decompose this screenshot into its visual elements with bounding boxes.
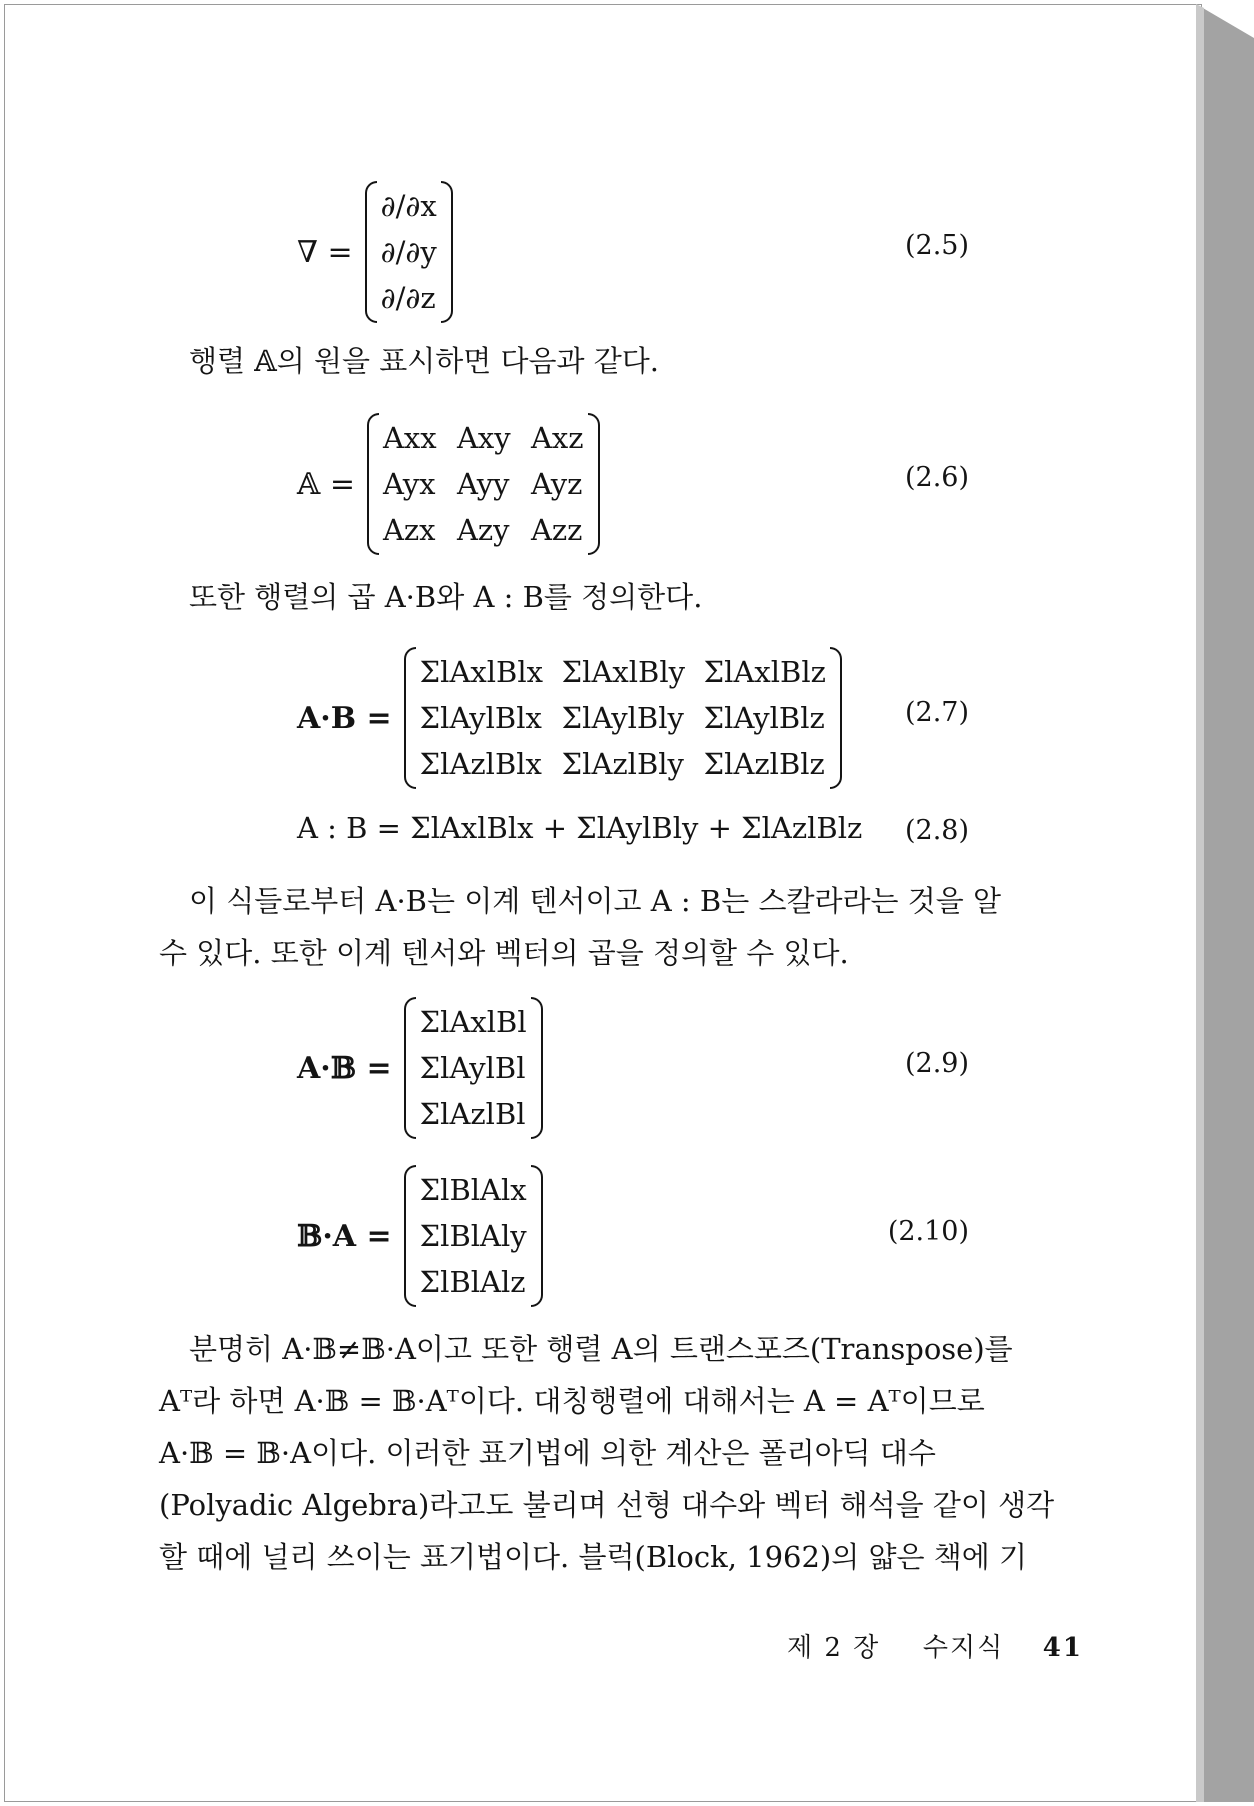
matrix-cell: Azz — [530, 513, 583, 547]
matrix-cell: ΣlAxlBlz — [703, 655, 826, 689]
equation-number: (2.9) — [904, 1048, 969, 1079]
page-footer — [787, 1627, 1083, 1664]
vector-row: ∂/∂x — [380, 189, 437, 223]
paragraph-line: Aᵀ라 하면 A·𝔹 = 𝔹·Aᵀ이다. 대칭행렬에 대해서는 A = Aᵀ이므로 — [159, 1384, 985, 1418]
matrix-cell: ΣlAzlBlz — [703, 747, 825, 781]
vector-row: ΣlBlAly — [419, 1219, 527, 1253]
paragraph-line: 수 있다. 또한 이계 텐서와 벡터의 곱을 정의할 수 있다. — [159, 936, 849, 970]
equation-number: (2.8) — [904, 815, 969, 846]
paragraph-line: 이 식들로부터 A·B는 이계 텐서이고 A : B는 스칼라라는 것을 알 — [189, 884, 1001, 918]
vector-row: ∂/∂y — [380, 235, 437, 269]
equation-number: (2.7) — [904, 697, 969, 728]
matrix-cell: ΣlAzlBlx — [419, 747, 542, 781]
matrix-row — [383, 461, 584, 507]
vector-result — [402, 993, 545, 1143]
equation-lhs: ∇ = — [297, 234, 353, 270]
chapter-title: 수지식 — [922, 1633, 1005, 1663]
vector-row: ΣlBlAlz — [419, 1265, 526, 1299]
matrix-row — [420, 741, 826, 787]
equation-number: (2.6) — [904, 462, 969, 493]
equation-2-8: A : B = ΣlAxlBlx + ΣlAylBly + ΣlAzlBlz — [297, 811, 863, 845]
paragraph-line: 할 때에 널리 쓰이는 표기법이다. 블럭(Block, 1962)의 얇은 책에 기 — [159, 1540, 1027, 1574]
chapter-label: 제 2 장 — [787, 1633, 881, 1663]
vector-result — [402, 1161, 545, 1311]
equation-2-6 — [297, 409, 602, 559]
equation-lhs: 𝔹·A = — [297, 1218, 392, 1254]
matrix-cell: Ayy — [456, 467, 510, 501]
matrix-cell: Ayx — [382, 467, 436, 501]
paragraph-line: 분명히 A·𝔹≠𝔹·A이고 또한 행렬 A의 트랜스포즈(Transpose)를 — [189, 1332, 1013, 1366]
book-page — [4, 4, 1202, 1802]
matrix-cell: Azx — [382, 513, 436, 547]
equation-2-10 — [297, 1161, 545, 1311]
paragraph-line: (Polyadic Algebra)라고도 불리며 선형 대수와 벡터 해석을 같이 생각 — [159, 1488, 1055, 1522]
matrix-cell: Axx — [382, 421, 437, 455]
matrix-cell: ΣlAxlBly — [561, 655, 685, 689]
vector-row: ΣlBlAlx — [419, 1173, 527, 1207]
matrix-cell: Ayz — [530, 467, 583, 501]
matrix-cell: ΣlAxlBlx — [419, 655, 543, 689]
equation-2-7 — [297, 643, 844, 793]
equation-number: (2.10) — [887, 1216, 969, 1247]
book-edge — [1196, 4, 1254, 1802]
paragraph: 또한 행렬의 곱 A·B와 A : B를 정의한다. — [189, 580, 703, 614]
equation-lhs: A·B = — [297, 700, 392, 736]
paragraph-line: A·𝔹 = 𝔹·A이다. 이러한 표기법에 의한 계산은 폴리아딕 대수 — [159, 1436, 936, 1470]
equation-2-9 — [297, 993, 545, 1143]
vector-row: ΣlAxlBl — [419, 1005, 527, 1039]
matrix-row — [420, 695, 826, 741]
matrix-cell: ΣlAzlBly — [561, 747, 684, 781]
matrix-cell: Axy — [456, 421, 511, 455]
equation-number: (2.5) — [904, 230, 969, 261]
matrix-cell: ΣlAylBlx — [419, 701, 542, 735]
vector-row: ΣlAzlBl — [419, 1097, 526, 1131]
matrix-cell: Axz — [530, 421, 584, 455]
equation-lhs: A·𝔹 = — [297, 1050, 392, 1086]
page-number: 41 — [1042, 1633, 1083, 1663]
matrix-cell: ΣlAylBly — [561, 701, 684, 735]
matrix-cell: ΣlAylBlz — [703, 701, 825, 735]
gradient-vector — [363, 177, 455, 327]
matrix-row — [383, 415, 584, 461]
matrix-a — [365, 409, 602, 559]
matrix-row — [383, 507, 584, 553]
matrix-cell: Azy — [456, 513, 510, 547]
paragraph: 행렬 𝔸의 원을 표시하면 다음과 같다. — [189, 344, 660, 378]
equation-lhs: 𝔸 = — [297, 466, 355, 502]
product-matrix — [402, 643, 844, 793]
vector-row: ∂/∂z — [380, 281, 436, 315]
vector-row: ΣlAylBl — [419, 1051, 526, 1085]
matrix-row — [420, 649, 826, 695]
equation-2-5 — [297, 177, 455, 327]
